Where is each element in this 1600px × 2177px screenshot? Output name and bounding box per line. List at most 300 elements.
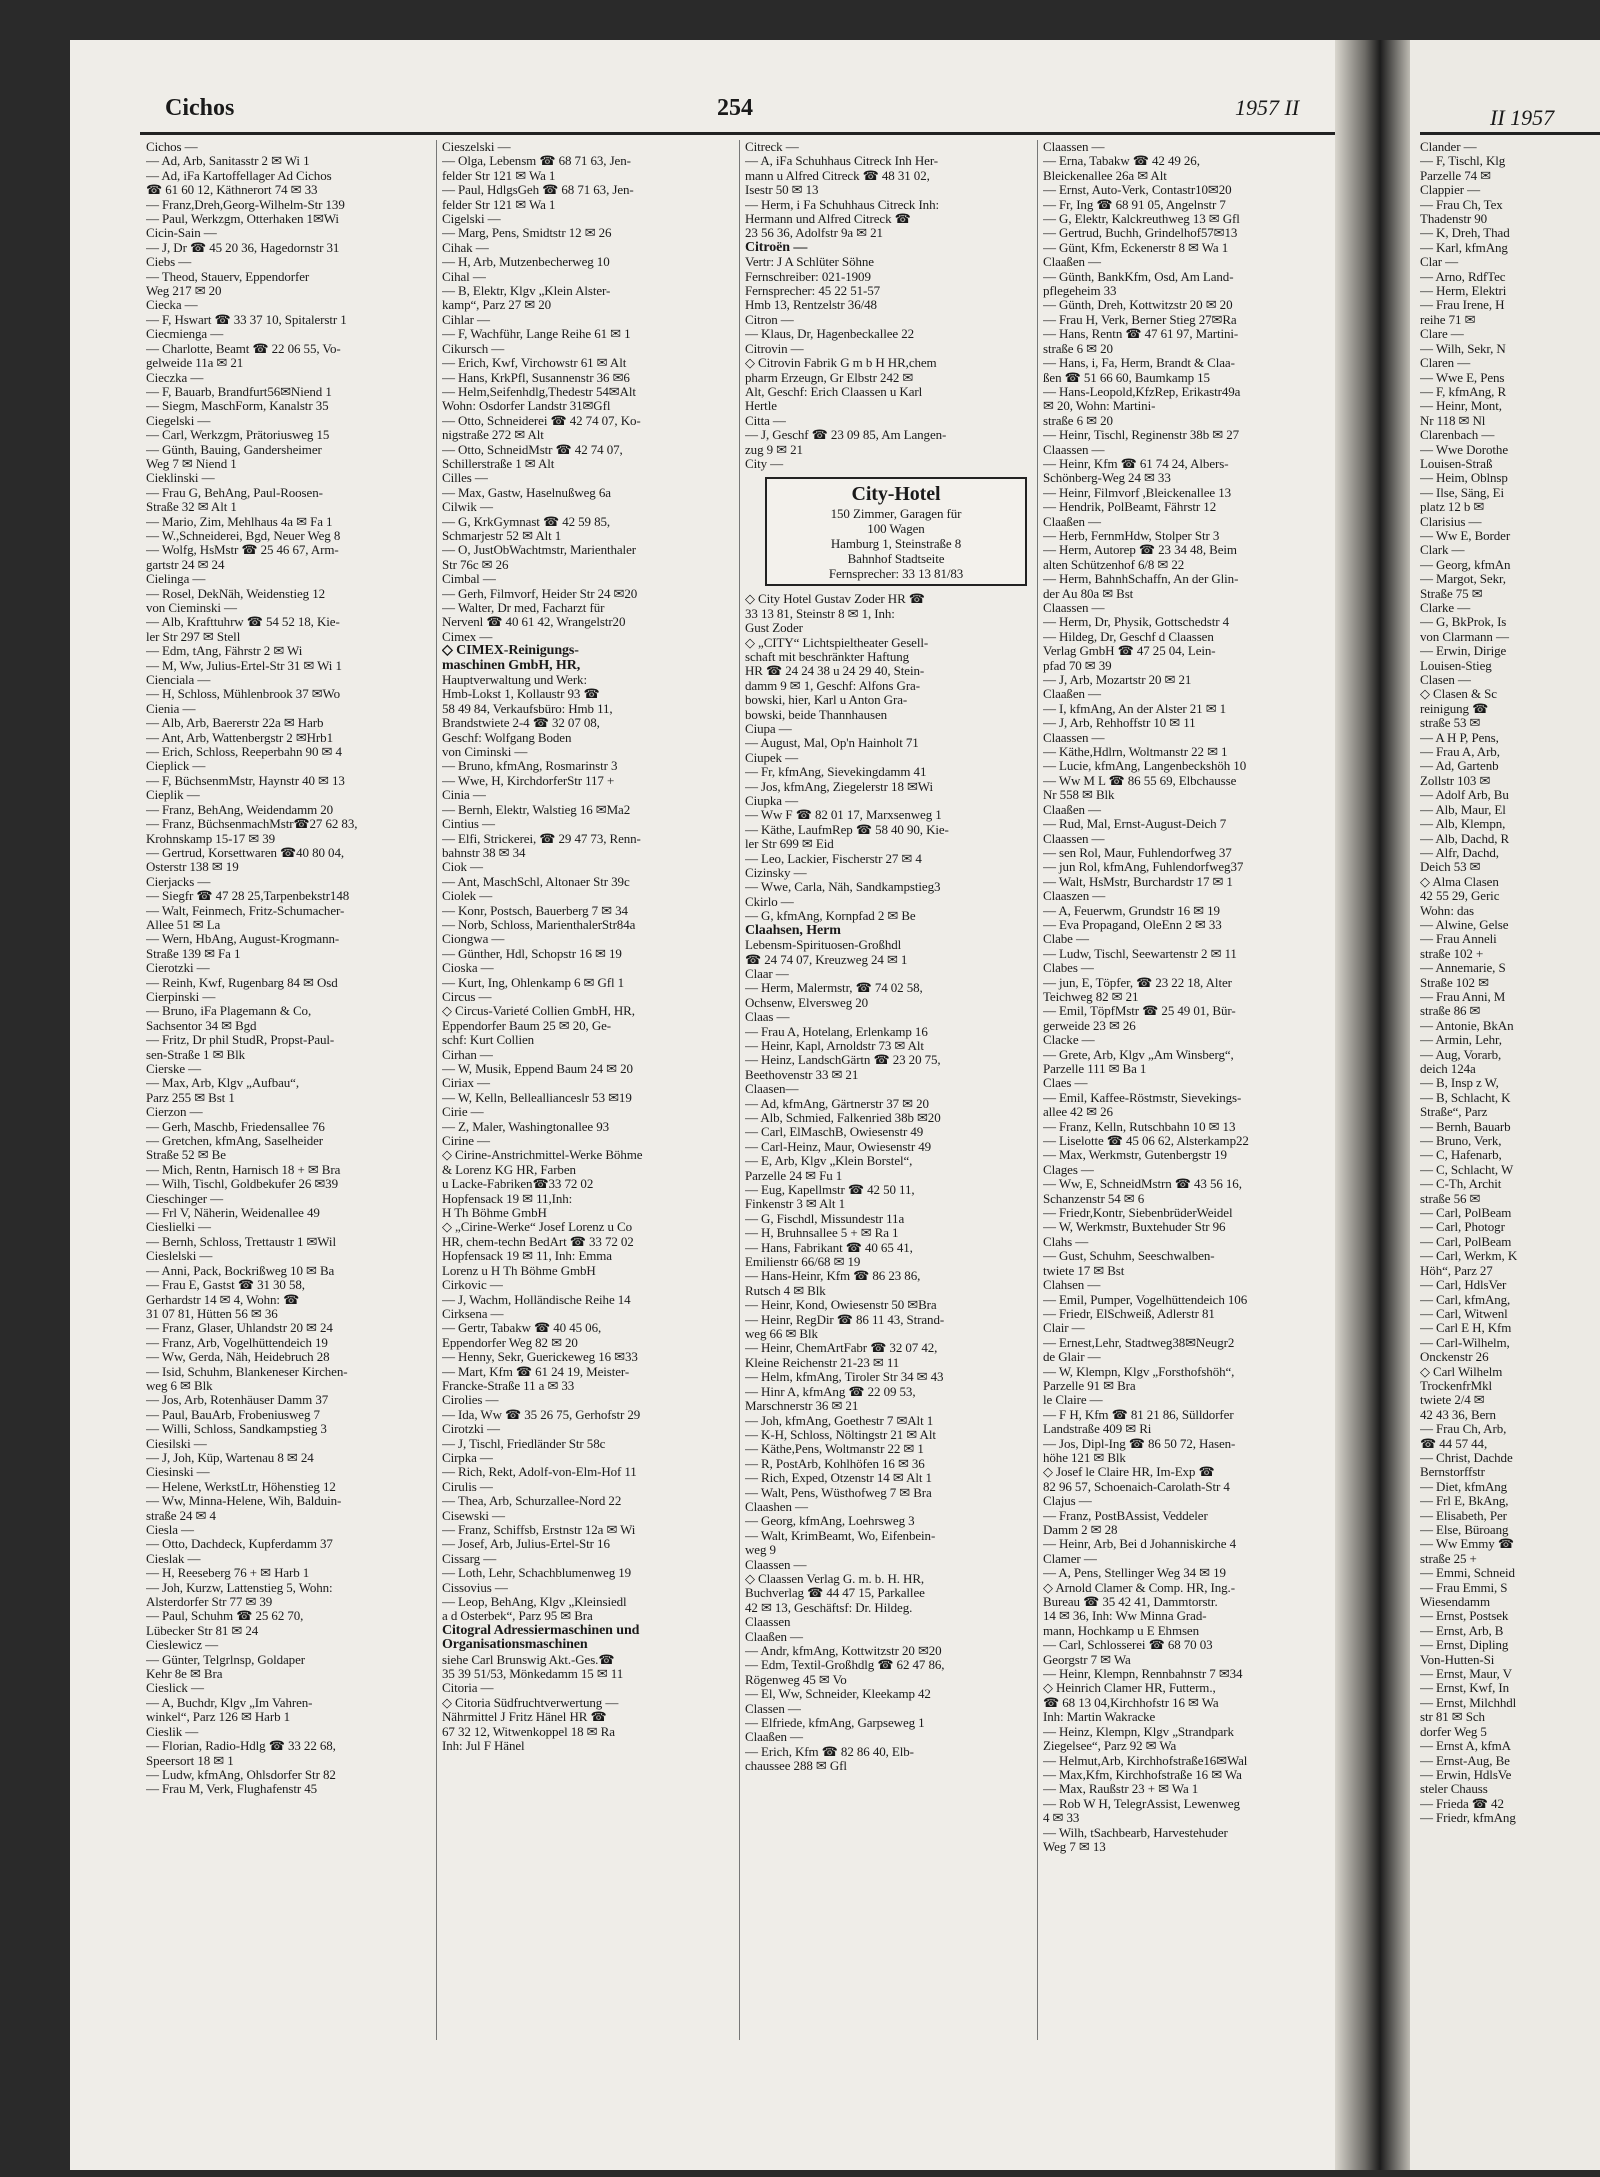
directory-entry: — Eug, Kapellmstr ☎ 42 50 11, (745, 1183, 915, 1197)
directory-entry: — Rich, Exped, Otzenstr 14 ✉ Alt 1 (745, 1471, 932, 1486)
next-page-header: II 1957 (1490, 105, 1555, 130)
surname-heading: Cieslelski — (146, 1249, 213, 1264)
directory-entry: Osterstr 138 ✉ 19 (146, 860, 239, 875)
directory-entry: — Emmi, Schneid (1420, 1566, 1515, 1581)
directory-entry: — Antonie, BkAn (1420, 1018, 1514, 1033)
directory-entry: — Frau Irene, H (1420, 298, 1505, 313)
directory-entry: pharm Erzeugn, Gr Elbstr 242 ✉ (745, 370, 914, 385)
surname-heading: Cirulis — (442, 1479, 493, 1494)
directory-entry: — Gertrud, Korsettwaren ☎40 80 04, (146, 845, 344, 860)
surname-heading: von Cieminski — (146, 601, 237, 615)
directory-entry: — F, kfmAng, R (1420, 384, 1507, 399)
directory-entry: Straße 102 ✉ (1420, 975, 1489, 990)
directory-entry: straße 6 ✉ 20 (1043, 413, 1113, 428)
directory-entry: — R, PostArb, Kohlhöfen 16 ✉ 36 (745, 1456, 925, 1471)
directory-entry: 31 07 81, Hütten 56 ✉ 36 (146, 1306, 278, 1321)
directory-entry: — Joh, kfmAng, Goethestr 7 ✉Alt 1 (745, 1413, 934, 1428)
directory-entry: allee 42 ✉ 26 (1043, 1105, 1113, 1120)
directory-entry: Inh: Jul F Hänel (442, 1739, 525, 1754)
directory-entry: — Henny, Sekr, Guerickeweg 16 ✉33 (442, 1350, 638, 1365)
directory-entry: Weg 217 ✉ 20 (146, 284, 222, 299)
directory-entry: — Hinr A, kfmAng ☎ 22 09 53, (745, 1384, 916, 1399)
directory-entry: — Frau Anni, M (1420, 989, 1506, 1004)
directory-entry: gelweide 11a ✉ 21 (146, 356, 244, 371)
directory-entry: — Frau H, Verk, Berner Stieg 27✉Ra (1043, 312, 1237, 327)
surname-heading: Claaßen — (1043, 687, 1101, 702)
directory-entry: — W, Werkmstr, Buxtehuder Str 96 (1043, 1220, 1226, 1235)
surname-heading: Ciriax — (442, 1076, 490, 1091)
directory-entry: — Carl, kfmAng, (1420, 1292, 1511, 1307)
directory-entry: — Carl E H, Kfm (1420, 1321, 1512, 1336)
directory-entry: — Gust, Schuhm, Seeschwalben- (1043, 1249, 1215, 1264)
directory-entry: — Josef, Arb, Julius-Ertel-Str 16 (442, 1537, 610, 1552)
directory-entry: — Olga, Lebensm ☎ 68 71 63, Jen- (442, 154, 631, 169)
directory-entry: — Hans, Fabrikant ☎ 40 65 41, (745, 1240, 913, 1255)
directory-entry: straße 53 ✉ (1420, 716, 1481, 731)
surname-heading: Cisewski — (442, 1508, 505, 1523)
directory-entry: — Leop, BehAng, Klgv „Kleinsiedl (442, 1595, 627, 1610)
directory-entry: — Herm, i Fa Schuhhaus Citreck Inh: (745, 197, 939, 212)
directory-entry: — Walt, Pens, Wüsthofweg 7 ✉ Bra (745, 1485, 932, 1500)
surname-heading: Claassen — (1043, 601, 1105, 615)
directory-entry: — A H P, Pens, (1420, 730, 1499, 745)
surname-heading: Ciecmienga — (146, 327, 224, 342)
directory-entry: straße 102 + (1420, 946, 1484, 961)
directory-entry: — J, Arb, Mozartstr 20 ✉ 21 (1043, 673, 1192, 688)
directory-entry: chaussee 288 ✉ Gfl (745, 1759, 847, 1774)
directory-entry: Hauptverwaltung und Werk: (442, 673, 587, 688)
directory-entry: — B, Insp z W, (1420, 1076, 1499, 1091)
directory-entry: — Carl-Heinz, Maur, Owiesenstr 49 (745, 1139, 932, 1154)
directory-entry: Louisen-Stieg (1420, 658, 1492, 673)
directory-entry: — Erwin, Dirige (1420, 644, 1507, 659)
surname-heading: Clare — (1420, 327, 1464, 342)
next-page-header-rule (1420, 132, 1600, 135)
surname-heading: Cioska — (442, 961, 494, 976)
directory-entry: — Walter, Dr med, Facharzt für (442, 601, 605, 615)
directory-entry: — Kurt, Ing, Ohlenkamp 6 ✉ Gfl 1 (442, 975, 625, 990)
surname-heading: Cierzon — (146, 1105, 203, 1120)
directory-entry: platz 12 b ✉ (1420, 500, 1485, 515)
surname-heading: Cimbal — (442, 572, 496, 587)
directory-entry: Schönberg-Weg 24 ✉ 33 (1043, 471, 1171, 486)
directory-entry: — H, Arb, Mutzenbecherweg 10 (442, 255, 610, 270)
directory-entry: dorfer Weg 5 (1420, 1724, 1487, 1739)
surname-heading: Cienciala — (146, 673, 211, 688)
directory-entry: Alsterdorfer Str 77 ✉ 39 (146, 1595, 273, 1610)
directory-entry: ◇ City Hotel Gustav Zoder HR ☎ (745, 592, 925, 607)
directory-entry: — Carl, HdlsVer (1420, 1278, 1507, 1293)
directory-entry: — Otto, SchneidMstr ☎ 42 74 07, (442, 442, 623, 457)
surname-heading: Cissarg — (442, 1551, 497, 1566)
directory-entry: — Franz, Kelln, Rutschbahn 10 ✉ 13 (1043, 1119, 1236, 1134)
directory-entry: — Alb, Arb, Baererstr 22a ✉ Harb (146, 716, 324, 731)
directory-entry: Nervenl ☎ 40 61 42, Wrangelstr20 (442, 615, 626, 630)
directory-entry: ◇ Carl Wilhelm (1420, 1364, 1503, 1379)
directory-entry: — Carl, ElMaschB, Owiesenstr 49 (745, 1125, 924, 1140)
directory-entry: ◇ Claassen Verlag G. m. b. H. HR, (745, 1571, 925, 1586)
surname-heading: Ciebs — (146, 255, 192, 270)
directory-entry: — Max, Gastw, Haselnußweg 6a (442, 485, 611, 500)
directory-entry: — Karl, kfmAng (1420, 240, 1508, 255)
directory-entry: mann u Alfred Citreck ☎ 48 31 02, (745, 168, 930, 183)
directory-entry: Hertle (745, 399, 777, 414)
directory-entry: Thadenstr 90 (1420, 212, 1488, 227)
directory-entry: Allee 51 ✉ La (146, 917, 221, 932)
directory-entry: Rögenweg 45 ✉ Vo (745, 1672, 847, 1687)
directory-entry: — Herm, Autorep ☎ 23 34 48, Beim (1043, 543, 1237, 558)
surname-heading: Citron — (745, 312, 794, 327)
directory-entry: — Ernst A, kfmA (1420, 1739, 1511, 1754)
directory-entry: Ziegelsee“, Parz 92 ✉ Wa (1043, 1739, 1177, 1754)
directory-entry: 23 56 36, Adolfstr 9a ✉ 21 (745, 226, 883, 241)
directory-entry: — A, iFa Schuhhaus Citreck Inh Her- (745, 154, 939, 169)
surname-heading: Cihal — (442, 269, 486, 284)
directory-entry: Straße 139 ✉ Fa 1 (146, 946, 241, 961)
directory-entry: Landstraße 409 ✉ Ri (1043, 1422, 1152, 1437)
directory-entry: Fernschreiber: 021-1909 (745, 269, 871, 284)
surname-heading: Clark — (1420, 543, 1465, 558)
directory-entry: — C, Schlacht, W (1420, 1162, 1514, 1177)
directory-entry: ler Str 297 ✉ Stell (146, 629, 241, 644)
directory-entry: Wohn: Osdorfer Landstr 31✉Gfl (442, 399, 611, 414)
surname-heading: Clacke — (1043, 1033, 1095, 1048)
directory-entry: — Ernst, Auto-Verk, Contastr10✉20 (1043, 183, 1232, 198)
directory-entry: Weg 7 ✉ 13 (1043, 1839, 1106, 1854)
directory-entry: — Max, Raußstr 23 + ✉ Wa 1 (1043, 1782, 1199, 1797)
surname-heading: Clarisius — (1420, 514, 1482, 529)
directory-entry: — jun Rol, kfmAng, Fuhlendorfweg37 (1043, 860, 1244, 875)
directory-entry: Rutsch 4 ✉ Blk (745, 1283, 826, 1298)
directory-entry: straße 6 ✉ 20 (1043, 341, 1113, 356)
directory-entry: — O, JustObWachtmstr, Marienthaler (442, 543, 636, 558)
surname-heading: Cirhan — (442, 1047, 493, 1062)
directory-entry: — Heinr, Filmvorf ,Bleickenallee 13 (1043, 485, 1232, 500)
directory-entry: — Frau G, BehAng, Paul-Roosen- (146, 485, 323, 500)
directory-entry: — Aug, Vorarb, (1420, 1047, 1502, 1062)
directory-entry: — K-H, Schloss, Nöltingstr 21 ✉ Alt (745, 1427, 936, 1442)
directory-entry: alten Schützenhof 6/8 ✉ 22 (1043, 557, 1185, 572)
advertisement-box (765, 477, 1027, 586)
directory-entry: sen-Straße 1 ✉ Blk (146, 1047, 245, 1062)
directory-entry: Hmb 13, Rentzelstr 36/48 (745, 298, 877, 313)
directory-entry: Hermann und Alfred Citreck ☎ (745, 212, 911, 227)
directory-entry: Emilienstr 66/68 ✉ 19 (745, 1255, 861, 1270)
directory-entry: — Franz, BehAng, Weidendamm 20 (146, 802, 334, 817)
surname-heading: Ciesilski — (146, 1436, 207, 1451)
directory-entry: Marschnerstr 36 ✉ 21 (745, 1399, 859, 1414)
directory-entry: — Charlotte, Beamt ☎ 22 06 55, Vo- (146, 341, 341, 356)
directory-entry: — Elfriede, kfmAng, Garpseweg 1 (745, 1716, 925, 1731)
directory-entry: Georgstr 7 ✉ Wa (1043, 1652, 1131, 1667)
directory-entry: — Ludw, Tischl, Seewartenstr 2 ✉ 11 (1043, 946, 1237, 961)
surname-heading: von Ciminski — (442, 745, 528, 760)
directory-entry: — G, KrkGymnast ☎ 42 59 85, (442, 514, 611, 529)
surname-heading: Cieslewicz — (146, 1638, 219, 1653)
directory-entry: — Franz, Schiffsb, Erstnstr 12a ✉ Wi (442, 1523, 636, 1537)
directory-entry: — Emil, Pumper, Vogelhüttendeich 106 (1043, 1292, 1248, 1307)
directory-entry: — Georg, kfmAng, Loehrsweg 3 (745, 1514, 915, 1529)
directory-entry: — F H, Kfm ☎ 81 21 86, Sülldorfer (1043, 1407, 1234, 1422)
directory-entry: — Theod, Stauerv, Eppendorfer (146, 269, 310, 284)
surname-heading: Claren — (1420, 356, 1471, 371)
surname-heading: Cilles — (442, 471, 488, 486)
surname-heading: Cieslak — (146, 1551, 201, 1566)
directory-entry: u Lacke-Fabriken☎33 72 02 (442, 1177, 594, 1192)
directory-entry: — Armin, Lehr, (1420, 1033, 1502, 1048)
surname-heading: Clar — (1420, 255, 1459, 270)
directory-entry: Straße 75 ✉ (1420, 586, 1483, 601)
directory-entry: — Frau Anneli (1420, 932, 1497, 947)
directory-entry: — Frau M, Verk, Flughafenstr 45 (146, 1782, 318, 1797)
surname-heading: von Clarmann — (1420, 629, 1509, 644)
surname-heading: Cintius — (442, 817, 495, 832)
surname-heading: Ciesla — (146, 1523, 194, 1537)
directory-entry: — Alfr, Dachd, (1420, 845, 1499, 860)
directory-entry: — Joh, Kurzw, Lattenstieg 5, Wohn: (146, 1580, 333, 1595)
directory-entry: — Carl, Werkm, K (1420, 1249, 1518, 1264)
directory-entry: — Wolfg, HsMstr ☎ 25 46 67, Arm- (146, 543, 339, 558)
surname-heading: Claassen — (1043, 140, 1105, 154)
directory-entry: — Max,Kfm, Kirchhofstraße 16 ✉ Wa (1043, 1767, 1242, 1782)
page-header (95, 95, 1335, 133)
surname-heading: Clarke — (1420, 601, 1471, 615)
directory-entry: — Max, Werkmstr, Gutenbergstr 19 (1043, 1148, 1227, 1163)
directory-entry: — Frau Ch, Tex (1420, 197, 1503, 212)
column-divider (436, 140, 437, 2040)
directory-entry: bahnstr 38 ✉ 34 (442, 845, 526, 860)
directory-entry: — Frau Ch, Arb, (1420, 1422, 1507, 1437)
surname-heading: Clabe — (1043, 932, 1089, 947)
surname-heading: Claassen — (1043, 442, 1105, 457)
surname-heading: Citta — (745, 413, 786, 428)
directory-entry: — H, Reeseberg 76 + ✉ Harb 1 (146, 1566, 310, 1581)
surname-heading: Cigelski — (442, 212, 501, 227)
surname-heading: Citreck — (745, 140, 799, 154)
directory-entry: — Ernst, Postsek (1420, 1609, 1509, 1624)
directory-entry: — Otto, Schneiderei ☎ 42 74 07, Ko- (442, 413, 641, 428)
directory-column-2 (442, 140, 730, 2120)
directory-entry: weg 9 (745, 1543, 776, 1558)
surname-heading: Claaßen — (745, 1730, 803, 1745)
directory-entry: 82 96 57, Schoenaich-Carolath-Str 4 (1043, 1479, 1230, 1494)
surname-heading: Citogral Adressiermaschinen und (442, 1623, 640, 1638)
directory-entry: deich 124a (1420, 1062, 1476, 1076)
directory-entry: — Günth, BankKfm, Osd, Am Land- (1043, 269, 1234, 284)
directory-entry: — Marg, Pens, Smidtstr 12 ✉ 26 (442, 226, 612, 241)
directory-entry: ☎ 61 60 12, Käthnerort 74 ✉ 33 (146, 183, 318, 198)
surname-heading: Citrovin — (745, 341, 804, 356)
directory-entry: Bernstorffstr (1420, 1465, 1485, 1480)
surname-heading: Cirksena — (442, 1306, 504, 1321)
directory-entry: — sen Rol, Maur, Fuhlendorfweg 37 (1043, 845, 1232, 860)
directory-entry: Ochsenw, Elversweg 20 (745, 995, 869, 1010)
directory-entry: — C-Th, Archit (1420, 1177, 1502, 1192)
directory-entry: Organisationsmaschinen (442, 1638, 588, 1653)
directory-entry: — Eva Propagand, OleEnn 2 ✉ 33 (1043, 917, 1222, 932)
directory-entry: Hopfensack 19 ✉ 11, Inh: Emma (442, 1249, 612, 1264)
directory-entry: — Frau Emmi, S (1420, 1580, 1508, 1595)
directory-entry: — M, Ww, Julius-Ertel-Str 31 ✉ Wi 1 (146, 658, 342, 673)
directory-entry: — Bernh, Elektr, Walstieg 16 ✉Ma2 (442, 802, 631, 817)
directory-entry: pflegeheim 33 (1043, 284, 1117, 299)
directory-entry: — Heinr, RegDir ☎ 86 11 43, Strand- (745, 1312, 945, 1327)
surname-heading: Cielinga — (146, 572, 206, 587)
directory-entry: a d Osterbek“, Parz 95 ✉ Bra (442, 1609, 593, 1624)
directory-entry: — Christ, Dachde (1420, 1450, 1513, 1465)
surname-heading: Citroën — (745, 240, 808, 255)
directory-entry: — Ad, kfmAng, Gärtnerstr 37 ✉ 20 (745, 1096, 929, 1111)
directory-entry: gartstr 24 ✉ 24 (146, 557, 225, 572)
directory-column-4 (1043, 140, 1331, 2120)
directory-entry: — Rich, Rekt, Adolf-von-Elm-Hof 11 (442, 1465, 637, 1480)
surname-heading: Cinia — (442, 788, 486, 803)
directory-entry: — Franz, Glaser, Uhlandstr 20 ✉ 24 (146, 1321, 333, 1336)
directory-entry: — Georg, kfmAn (1420, 557, 1511, 572)
directory-entry: — Ernst-Aug, Be (1420, 1753, 1510, 1768)
directory-entry: Louisen-Straß (1420, 456, 1493, 471)
directory-entry: zug 9 ✉ 21 (745, 442, 803, 457)
surname-heading: Cierpinski — (146, 989, 216, 1004)
directory-entry: — Walt, Feinmech, Fritz-Schumacher- (146, 903, 345, 918)
surname-heading: Claaßen — (745, 1629, 803, 1644)
surname-heading: Clamer — (1043, 1551, 1097, 1566)
surname-heading: de Glair — (1043, 1350, 1101, 1365)
directory-entry: Schillerstraße 1 ✉ Alt (442, 456, 555, 471)
directory-entry: — C, Hafenarb, (1420, 1148, 1502, 1163)
surname-heading: Clabes — (1043, 961, 1094, 976)
directory-entry: — Siegfr ☎ 47 28 25,Tarpenbekstr148 (146, 889, 350, 904)
ad-line: Fernsprecher: 33 13 81/83 (828, 566, 964, 582)
surname-heading: Claes — (1043, 1076, 1088, 1091)
directory-entry: 33 13 81, Steinstr 8 ✉ 1, Inh: (745, 606, 895, 621)
directory-entry: — Alwine, Gelse (1420, 917, 1509, 932)
directory-entry: — Friedr,Kontr, SiebenbrüderWeidel (1043, 1206, 1233, 1221)
directory-entry: — Günth, Dreh, Kottwitzstr 20 ✉ 20 (1043, 298, 1233, 313)
directory-entry: — Heinr, Arb, Bei d Johanniskirche 4 (1043, 1537, 1237, 1552)
directory-entry: — Gerh, Filmvorf, Heider Str 24 ✉20 (442, 586, 638, 601)
directory-entry: — Günter, Telgrlnsp, Goldaper (146, 1652, 305, 1667)
directory-entry: — Ww, Minna-Helene, Wih, Balduin- (146, 1494, 342, 1509)
directory-entry: — Erich, Kfm ☎ 82 86 40, Elb- (745, 1744, 914, 1759)
directory-entry: Hmb-Lokst 1, Kollaustr 93 ☎ (442, 687, 600, 702)
directory-entry: — A, Pens, Stellinger Weg 34 ✉ 19 (1043, 1566, 1226, 1581)
surname-heading: Claaßen — (1043, 514, 1101, 529)
directory-entry: — Ad, Gartenb (1420, 759, 1499, 774)
directory-entry: — H, Bruhnsallee 5 + ✉ Ra 1 (745, 1226, 899, 1241)
directory-entry: — Walt, HsMstr, Burchardstr 17 ✉ 1 (1043, 874, 1233, 889)
directory-entry: — Norb, Schloss, MarienthalerStr84a (442, 917, 636, 932)
directory-entry: Str 76c ✉ 26 (442, 557, 509, 572)
directory-entry: Lebensm-Spirituosen-Großhdl (745, 938, 902, 953)
directory-entry: — Edm, Textil-Großhdlg ☎ 62 47 86, (745, 1658, 945, 1673)
directory-entry: — Helmut,Arb, Kirchhofstraße16✉Wal (1043, 1753, 1248, 1768)
directory-entry: — Elisabeth, Per (1420, 1508, 1507, 1523)
directory-entry: — F, BüchsenmMstr, Haynstr 40 ✉ 13 (146, 773, 345, 788)
directory-entry: Buchverlag ☎ 44 47 15, Parkallee (745, 1586, 925, 1601)
surname-heading: Cirine — (442, 1134, 490, 1149)
directory-entry: Kehr 8e ✉ Bra (146, 1667, 223, 1682)
directory-entry: — F, Wachführ, Lange Reihe 61 ✉ 1 (442, 327, 631, 342)
surname-heading: Cihak — (442, 240, 489, 255)
directory-entry: — Käthe,Hdlrn, Woltmanstr 22 ✉ 1 (1043, 745, 1228, 760)
directory-entry: Wohn: das (1420, 903, 1475, 918)
directory-entry: ◇ Josef le Claire HR, Im-Exp ☎ (1043, 1465, 1215, 1480)
directory-entry: Bureau ☎ 35 42 41, Dammtorstr. (1043, 1595, 1218, 1610)
directory-entry: Beethovenstr 33 ✉ 21 (745, 1067, 859, 1082)
surname-heading: Clajus — (1043, 1494, 1092, 1509)
directory-entry: ◇ „Cirine-Werke“ Josef Lorenz u Co (442, 1220, 633, 1235)
directory-entry: — F, Tischl, Klg (1420, 154, 1506, 169)
directory-entry: — Alb, Schmied, Falkenried 38b ✉20 (745, 1110, 941, 1125)
directory-entry: — A, Buchdr, Klgv „Im Vahren- (146, 1695, 313, 1710)
directory-entry: — jun, E, Töpfer, ☎ 23 22 18, Alter (1043, 975, 1232, 990)
directory-entry: Francke-Straße 11 a ✉ 33 (442, 1378, 575, 1393)
surname-heading: Cieplik — (146, 788, 200, 803)
directory-entry: — Leo, Lackier, Fischerstr 27 ✉ 4 (745, 851, 922, 866)
directory-entry: — Jos, Dipl-Ing ☎ 86 50 72, Hasen- (1043, 1436, 1236, 1451)
surname-heading: Ciupek — (745, 750, 799, 765)
directory-entry: 42 43 36, Bern (1420, 1407, 1496, 1422)
directory-entry: — Hildeg, Dr, Geschf d Claassen (1043, 629, 1214, 644)
surname-heading: Cienia — (146, 701, 196, 716)
directory-entry: — Carl, PolBeam (1420, 1234, 1512, 1249)
surname-heading: Cimex — (442, 629, 493, 644)
directory-entry: — Bruno, Verk, (1420, 1134, 1502, 1149)
directory-entry: — Ad, Arb, Sanitasstr 2 ✉ Wi 1 (146, 154, 310, 169)
directory-entry: — Frieda ☎ 42 (1420, 1796, 1504, 1811)
directory-entry: — H, Schloss, Mühlenbrook 37 ✉Wo (146, 687, 341, 702)
directory-entry: Parzelle 24 ✉ Fu 1 (745, 1168, 843, 1183)
directory-entry: — Hans, KrkPfl, Susannenstr 36 ✉6 (442, 370, 630, 385)
surname-heading: Ciecka — (146, 298, 198, 313)
directory-entry: Straße“, Parz (1420, 1105, 1488, 1120)
directory-entry: 35 39 51/53, Mönkedamm 15 ✉ 11 (442, 1667, 624, 1682)
directory-entry: — Jos, kfmAng, Ziegelerstr 18 ✉Wi (745, 779, 933, 794)
surname-heading: le Claire — (1043, 1393, 1103, 1408)
directory-entry: kamp“, Parz 27 ✉ 20 (442, 298, 551, 313)
directory-entry: — Günther, Hdl, Schopstr 16 ✉ 19 (442, 946, 622, 961)
directory-entry: — Ad, iFa Kartoffellager Ad Cichos (146, 168, 332, 183)
directory-entry: — Herm, BahnhSchaffn, An der Glin- (1043, 572, 1239, 587)
surname-heading: Claashen — (745, 1499, 808, 1514)
directory-entry: — I, kfmAng, An der Alster 21 ✉ 1 (1043, 701, 1227, 716)
surname-heading: Cieklinski — (146, 471, 215, 486)
directory-entry: — Loth, Lehr, Schachblumenweg 19 (442, 1566, 632, 1581)
directory-entry: — Ernst, Milchhdl (1420, 1695, 1517, 1710)
directory-entry: — Hans, Rentn ☎ 47 61 97, Martini- (1043, 327, 1239, 342)
directory-entry: — Frau A, Arb, (1420, 745, 1500, 760)
surname-heading: Cieszelski — (442, 140, 511, 154)
ad-line: 150 Zimmer, Garagen für (830, 506, 962, 522)
directory-entry: Speersort 18 ✉ 1 (146, 1753, 234, 1768)
directory-entry: Nr 558 ✉ Blk (1043, 788, 1115, 803)
ad-line: 100 Wagen (867, 521, 925, 537)
directory-entry: — Walt, KrimBeamt, Wo, Eifenbein- (745, 1528, 936, 1543)
directory-entry: twiete 2/4 ✉ (1420, 1393, 1485, 1408)
directory-entry: — F, Hswart ☎ 33 37 10, Spitalerstr 1 (146, 312, 347, 327)
directory-entry: — Thea, Arb, Schurzallee-Nord 22 (442, 1494, 622, 1509)
directory-entry: — Hans-Leopold,KfzRep, Erikastr49a (1043, 384, 1241, 399)
directory-entry: ◇ „CITY“ Lichtspieltheater Gesell- (745, 635, 929, 650)
directory-entry: 42 ✉ 13, Geschäftsf: Dr. Hildeg. (745, 1600, 913, 1615)
surname-heading: Clander — (1420, 140, 1477, 154)
surname-heading: Ciegelski — (146, 413, 211, 428)
directory-entry: — Ernst, Kwf, In (1420, 1681, 1510, 1696)
directory-entry: Parzelle 111 ✉ Ba 1 (1043, 1062, 1147, 1076)
directory-entry: ☎ 44 57 44, (1420, 1436, 1488, 1451)
directory-entry: — Willi, Schloss, Sandkampstieg 3 (146, 1422, 327, 1437)
